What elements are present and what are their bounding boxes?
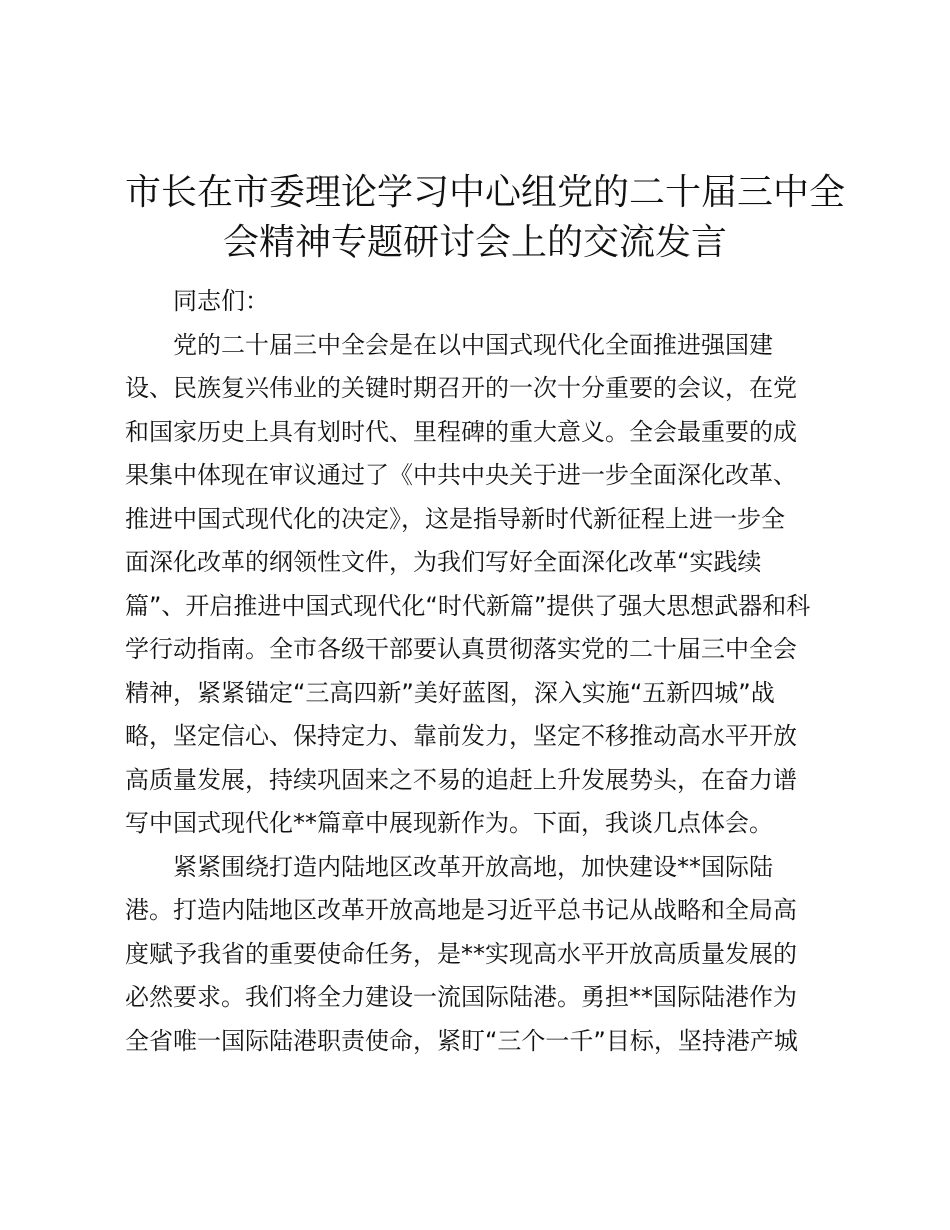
paragraph-line: 面深化改革的纲领性文件，为我们写好全面深化改革“实践续 bbox=[125, 548, 762, 576]
paragraph-line: 果集中体现在审议通过了《中共中央关于进一步全面深化改革、 bbox=[125, 461, 797, 489]
paragraph-line: 度赋予我省的重要使命任务，是**实现高水平开放高质量发展的 bbox=[125, 939, 797, 968]
paragraph-line: 精神，紧紧锚定“三高四新”美好蓝图，深入实施“五新四城”战 bbox=[125, 678, 775, 707]
paragraph-line: 高质量发展，持续巩固来之不易的追赶上升发展势头，在奋力谱 bbox=[125, 765, 797, 794]
paragraph-line: 学行动指南。全市各级干部要认真贯彻落实党的二十届三中全会 bbox=[125, 635, 797, 663]
paragraph-line: 紧紧围绕打造内陆地区改革开放高地，加快建设**国际陆 bbox=[173, 852, 773, 881]
paragraph-line: 写中国式现代化**篇章中展现新作为。下面，我谈几点体会。 bbox=[125, 809, 773, 837]
paragraph-line: 略，坚定信心、保持定力、靠前发力，坚定不移推动高水平开放 bbox=[125, 722, 797, 750]
paragraph-line: 篇”、开启推进中国式现代化“时代新篇”提供了强大思想武器和科 bbox=[125, 591, 811, 620]
paragraph-line: 设、民族复兴伟业的关键时期召开的一次十分重要的会议，在党 bbox=[125, 374, 797, 402]
salutation bbox=[125, 280, 825, 324]
paragraph-2 bbox=[125, 846, 825, 1064]
paragraph-line: 必然要求。我们将全力建设一流国际陆港。勇担**国际陆港作为 bbox=[125, 983, 797, 1011]
paragraph-1 bbox=[125, 324, 825, 846]
paragraph-line: 全省唯一国际陆港职责使命，紧盯“三个一千”目标，坚持港产城 bbox=[125, 1026, 798, 1055]
paragraph-line: 港。打造内陆地区改革开放高地是习近平总书记从战略和全局高 bbox=[125, 896, 797, 924]
salutation-line: 同志们： bbox=[173, 287, 269, 315]
paragraph-line: 党的二十届三中全会是在以中国式现代化全面推进强国建 bbox=[173, 330, 773, 359]
document-title bbox=[125, 168, 846, 268]
paragraph-line: 推进中国式现代化的决定》，这是指导新时代新征程上进一步全 bbox=[125, 504, 785, 533]
title-line: 市长在市委理论学习中心组党的二十届三中全 bbox=[125, 172, 846, 213]
document-body bbox=[125, 280, 825, 1063]
title-line: 会精神专题研讨会上的交流发言 bbox=[222, 222, 727, 263]
paragraph-line: 和国家历史上具有划时代、里程碑的重大意义。全会最重要的成 bbox=[125, 417, 797, 446]
